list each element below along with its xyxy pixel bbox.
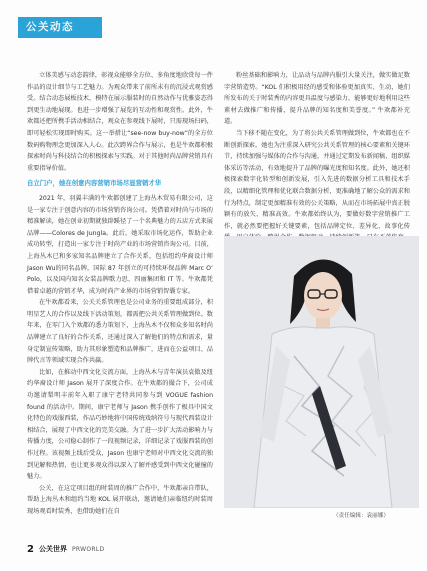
- editor-caption: （责任编辑：袁丽娜）: [333, 513, 389, 519]
- subheading: 自立门户，她在创意内容营销市场尽显营销才华: [27, 179, 162, 188]
- section-tag: 公关动态: [18, 17, 102, 38]
- page-number: 2: [27, 543, 34, 555]
- portrait-photo: [224, 236, 419, 508]
- magazine-name-cn: 公关世界: [38, 545, 67, 553]
- right-paragraph-2: 当下移不随在变化，为了将公共关系管理做到位，牛欢都也在不断创新探索。她也为注重深入研究公共关系管理的核心要素和关键环节，持续加强与媒体的合作与沟通，并通过定期发布新闻稿、组织媒体采访等活动，有效地提升了品牌的曝光度和知名度。此外，她还积极探索数字化转型和创新发展，引入先进的数据分析工具和技术手段，以精细化管理和优化联合数据分析，更准确地了解公众的需求和行为特点，制定更加精准有效的公关策略，从而在市场拓展中真正脱颖有的放矢、精准高效。牛欢都始终认为，要做好数字营销推广工作，就必然要把握好关键要素，包括品牌定位、差异化、故事化传: [224, 129, 410, 230]
- portrait-illustration: [224, 236, 419, 508]
- magazine-name-en: PRWORLD: [71, 545, 105, 553]
- left-paragraph-3: 在牛欢都看来，公关关系管理也是公司业务的重要组成部分，积明星艺人的合作以及线下活动策划，都需把公共关系管理做到位。数年来，在零门入个欢都的悉力策划下，上海丛木不仅和众多知名时尚品牌建立了良好的合作关系，还通过深入了解他们的特点和需求，量身定制宣传策略，助力其形象塑造和品牌推广，进而在公益项目、品牌代言等领域实现合作共赢。: [27, 299, 213, 365]
- left-column: [27, 70, 213, 518]
- right-paragraph-1: 粉丝基础和影响力，让品动与品牌内服引大量关注，做实做足数字营销造势。“KOL 们积极用经的感受和体验更加真实、生动，她们所发布的关于时装秀的内容更具温度与感染力，能够更好地利用这些素材去做推广和传播，提升品牌的知名度和美誉度。” 牛欢都补充道。: [224, 72, 410, 126]
- left-paragraph-2: 2021 年，羽翼丰满的牛欢都创建了上海丛木贸易有限公司，这是一家专注于创意内容的市场营销咨询公司。凭借着对时尚与市场的精准解读，她在创业初期就独辟蹊径了一个名典魅力的五店方式来展品牌——Colores de Jungla。此后，她采取市场化运作，帮助企业成功转型，打造出一家专注于时尚产业的市场营销咨询公司。目前，上海丛木已和多家知名品牌建立了合作关系，包括纽约华裔设计师 Jason Wu的同名品牌，国际 87 年创立的可持续环保品牌 Marc O’ Polo，以及国内知名女装品牌歌力思、四丽集团和 IT 等。牛欢都凭借着卓越的营销才华，成为时尚产业界的市场营销智囊专家。: [27, 194, 213, 295]
- left-paragraph-5: 公关，在这定项目组的时装周的推广合作中，牛欢都亲自带队，帮助上海丛木和组约当地 KOL 展开联动，邀请她们亲临纽约时装周现场观看时装秀，也借助她们在自: [27, 484, 213, 515]
- page-footer: [27, 543, 104, 555]
- left-paragraph-4: 比如，在推动中西文化交流方面，上海丛木与青年演员袁傲及纽约华裔设计师 Jason 展开了深度合作。在牛欢都的撮合下，公司成功邀请梨明丰前年入职了康宁老特共同参与到 VOGUE fashion found 的活动中。期间，康宁老师与 Jason 携手创作了极具中国文化特色的戏服西装，作品巧妙地将中国传统戏纳符号与现代西装设计相结合，展现了中西文化的完美交融。为了进一步扩大活动影响力与传播力度，公司稳心制作了一段视频记录，详细记录了戏服西装的创作过程。该视频上线后受众，Jason 也康宁老师对中西文化交流的独到见解和热情，也让更多观众得以深入了解并感受到中西文化碰撞的魅力。: [27, 368, 213, 481]
- left-paragraph-1: 立体美感与动态韵律，彰视众能够全方位、多角度地欣赏每一件作品的设计细节与工艺魅力。为观众带来了前所未有的沉浸式观赏感受。结合动态展板技术，模特在展示服装时的自然动作与优雅姿态得到更生动地展现。也进一步增强了展览的互动性和观赏性。此外，牛欢都还把所携手活动相结合，观众在参观线下展时，只需现场扫码，即可轻松实现即时购买。这一举措让“see-now buy-now”的全方位数码购物理念更加深入人心。此次跨界合作与展示，也是牛欢都积极探索时尚与科技结合的积极探索与实践。对于其他时尚品牌营销具有重要指导价值。: [27, 72, 213, 172]
